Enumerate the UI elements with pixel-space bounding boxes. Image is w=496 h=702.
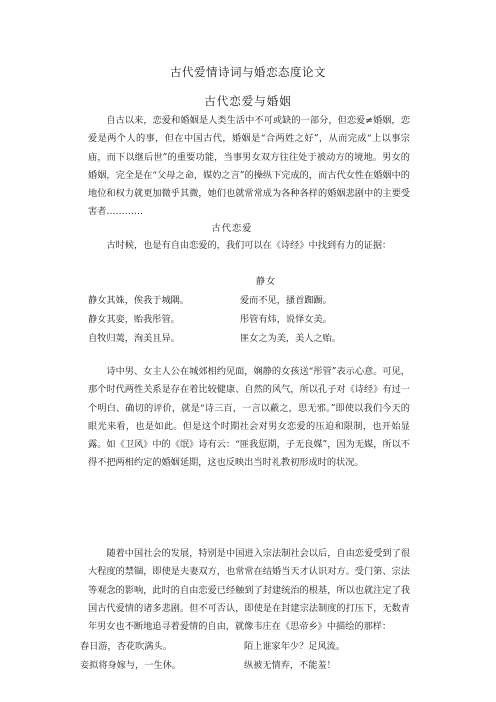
section-heading-ancient-love: 古代恋爱 xyxy=(211,223,253,234)
poem-line-left: 妾拟将身嫁与，一生休。 xyxy=(80,660,182,671)
poem-line xyxy=(80,637,410,656)
poem-line-right: 陌上谁家年少？足风流。 xyxy=(244,641,346,652)
poem-line-right: 彤管有炜，说怿女美。 xyxy=(240,314,332,325)
document-title: 古代爱情诗词与婚恋态度论文 xyxy=(170,65,326,79)
poem-line-right: 纵被无情弃，不能羞！ xyxy=(244,660,336,671)
poem-line xyxy=(88,310,418,329)
poem-title-jingnv: 静女 xyxy=(255,276,277,287)
paragraph-poem-analysis: 诗中男、女主人公在城郊相约见面，娴静的女孩送“彤管”表示心意。可见，那个时代两性关系是存在着比较健康、自然的风气，所以孔子对《诗经》有过一个明白、确切的评价，就是“诗三百，一言以蔽之，思无邪。”即使以我们今天的眼光来看，也是如此。但是这个时期社会对男女恋爱的压迫和限制，也开始显露。如《卫风》中的《氓》诗有云：“匪我愆期，子无良媒”，因为无媒，所以不得不把两相约定的婚姻延期，这也反映出当时礼教初形成时的状况。 xyxy=(88,366,410,469)
poem-line-right: 匪女之为美，美人之贻。 xyxy=(240,333,342,344)
poem-line-left: 静女其姝，俟我于城隅。 xyxy=(88,295,190,306)
poem-line-left: 自牧归荑，洵美且异。 xyxy=(88,333,180,344)
poem-sidixiang xyxy=(80,637,410,675)
poem-jingnv xyxy=(88,291,418,348)
document-subtitle: 古代恋爱与婚姻 xyxy=(204,94,292,108)
paragraph-free-love: 古时候，也是有自由恋爱的，我们可以在《诗经》中找到有力的证据： xyxy=(106,240,392,251)
poem-line xyxy=(88,291,418,310)
poem-line-left: 春日游，杏花吹满头。 xyxy=(80,641,172,652)
paragraph-feudal-era: 随着中国社会的发展，特别是中国进入宗法制社会以后，自由恋爱受到了很大程度的禁锢，即使是夫妻双方，也常常在结婚当天才认识对方。受门第、宗法等观念的影响，此时的自由恋爱已经触到了封建统治的根基，所以也就注定了我国古代爱情的诸多悲剧。但不可否认，即使是在封建宗法制度的打压下，无数青年男女也不断地追寻着爱情的自由，就像韦庄在《思帝乡》中描绘的那样： xyxy=(88,548,410,633)
paragraph-intro: 自古以来，恋爱和婚姻是人类生活中不可或缺的一部分，但恋爱≠婚姻，恋爱是两个人的事，但在中国古代，婚姻是“合两姓之好”，从而完成“上以事宗庙，而下以继后世”的重要功能，当事男女双方往往处于被动方的境地。男女的婚姻，完全是在“父母之命，媒妁之言”的操纵下完成的，而古代女性在婚姻中的地位和权力就更加微乎其微，她们也就常常成为各种各样的婚姻悲剧中的主要受害者………… xyxy=(88,115,410,218)
poem-line xyxy=(80,656,410,675)
poem-line-right: 爱而不见，搔首踟蹰。 xyxy=(240,295,332,306)
poem-line xyxy=(88,329,418,348)
poem-line-left: 静女其娈，贻我彤管。 xyxy=(88,314,180,325)
